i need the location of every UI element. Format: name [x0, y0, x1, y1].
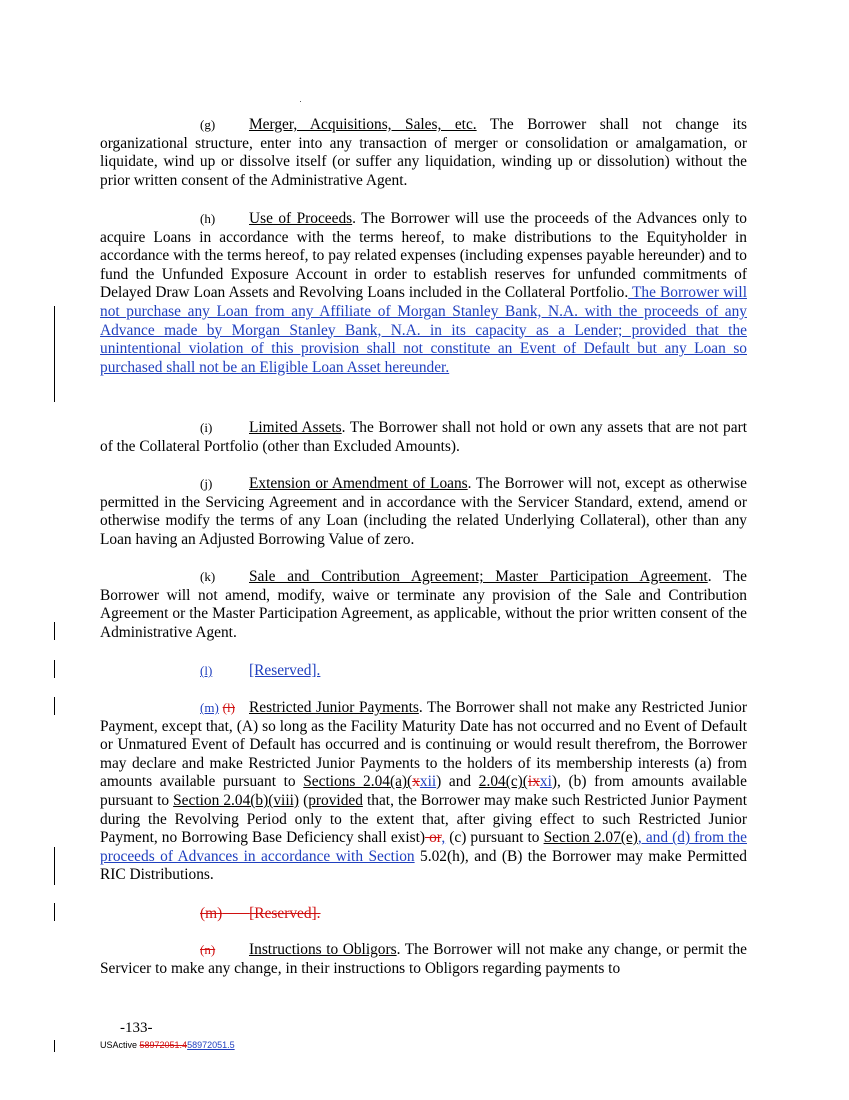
- label-l: (l): [200, 663, 213, 678]
- label-n: (n): [200, 942, 216, 957]
- ref-2-07-e: Section 2.07(e): [543, 829, 638, 847]
- doc-prefix: USActive: [100, 1040, 140, 1050]
- text-m-4: (: [299, 791, 309, 809]
- text-m-2: ) and: [436, 773, 479, 791]
- text-m-1: . The Borrower shall not make any Restricted Junior Payment, except that, (A) so long as the Facility Maturity Date has not occurred and no Event of Default or Unmatured Event of Default has occurred and is continuing or would result therefrom, the Borrower may declare and make Restricted Junior Payments to the holders of its membership interests (a) from amounts available pursuant to: [100, 699, 747, 791]
- label-m-old: (m): [200, 905, 223, 922]
- text-m-6: (c) pursuant to: [445, 829, 544, 847]
- inserted-ref1: xii: [419, 773, 437, 791]
- change-bar: [54, 903, 55, 921]
- inserted-tail: , and (d) from the proceeds of Advances in accordance with Section: [100, 829, 747, 865]
- page-number: -133-: [120, 1020, 153, 1036]
- section-j: [100, 475, 747, 549]
- text-m-old: [Reserved].: [249, 905, 321, 922]
- text-g: The Borrower shall not change its organizational structure, enter into any transaction of merger or consolidation or amalgamation, or liquidate, wind up or dissolve itself (or suffer any liquidation, winding up or dissolution) without the prior written consent of the Administrative Agent.: [100, 116, 747, 189]
- heading-j: Extension or Amendment of Loans: [249, 475, 468, 492]
- doc-inserted-id: 58972051.5: [187, 1040, 235, 1050]
- heading-g: Merger, Acquisitions, Sales, etc.: [249, 116, 477, 133]
- deleted-or: or: [425, 829, 442, 847]
- change-bar: [54, 697, 55, 715]
- label-m-deleted: (l): [222, 700, 235, 715]
- heading-h: Use of Proceeds: [249, 210, 353, 227]
- change-bar: [54, 622, 55, 640]
- label-h: (h): [200, 211, 216, 226]
- label-j: (j): [200, 476, 213, 491]
- section-m-old: [100, 905, 747, 924]
- deleted-ref2: ix: [527, 773, 540, 791]
- section-l: [100, 662, 747, 681]
- text-j: . The Borrower will not, except as otherwise permitted in the Servicing Agreement and in accordance with the Servicer Standard, extend, amend or otherwise modify the terms of any Loan (including the related Underlying Collateral), other than any Loan having an Adjusted Borrowing Value of zero.: [100, 475, 747, 548]
- text-n: . The Borrower will not make any change, or permit the Servicer to make any change, in their instructions to Obligors regarding payments to: [100, 941, 747, 977]
- text-l: [Reserved].: [249, 662, 321, 679]
- text-m-5: that, the Borrower may make such Restricted Junior Payment during the Revolving Period only to the extent that, after giving effect to such Restricted Junior Payment, no Borrowing Base Deficiency shall exist): [100, 791, 747, 847]
- label-i: (i): [200, 420, 213, 435]
- inserted-ref2: xi: [539, 773, 552, 791]
- label-m-inserted: (m): [200, 700, 219, 715]
- section-g: [100, 116, 747, 190]
- change-bar: [54, 1040, 55, 1052]
- text-i: . The Borrower shall not hold or own any assets that are not part of the Collateral Portfolio (other than Excluded Amounts).: [100, 419, 747, 455]
- change-bar: [54, 306, 55, 402]
- document-id: [100, 1040, 235, 1050]
- heading-k: Sale and Contribution Agreement; Master Participation Agreement: [249, 568, 708, 585]
- inserted-h: The Borrower will not purchase any Loan from any Affiliate of Morgan Stanley Bank, N.A. with the proceeds of any Advance made by Morgan Stanley Bank, N.A. in its capacity as a Lender; provided that the unintentional violation of this provision shall not constitute an Event of Default but any Loan so purchased shall not be an Eligible Loan Asset hereunder.: [100, 284, 747, 376]
- heading-n: Instructions to Obligors: [249, 941, 397, 958]
- heading-m: Restricted Junior Payments: [249, 699, 419, 716]
- change-bar: [54, 660, 55, 678]
- scan-mark: [300, 101, 301, 102]
- ref-2-04-a: Sections 2.04(a)(: [303, 773, 413, 791]
- inserted-comma: ,: [441, 829, 446, 847]
- section-h: [100, 210, 747, 377]
- text-m-3: ), (b) from amounts available pursuant to: [100, 773, 747, 809]
- text-m-7: 5.02(h), and (B) the Borrower may make Permitted RIC Distributions.: [100, 847, 747, 884]
- text-k: . The Borrower will not amend, modify, waive or terminate any provision of the Sale and Contribution Agreement or the Master Participation Agreement, as applicable, without the prior written consent of the Administrative Agent.: [100, 568, 747, 641]
- label-k: (k): [200, 569, 216, 584]
- ref-2-04-c: 2.04(c)(: [478, 773, 528, 791]
- section-n: [100, 941, 747, 978]
- ref-2-04-b: Section 2.04(b)(viii): [173, 791, 299, 809]
- change-bar: [54, 847, 55, 885]
- provided-term: provided: [308, 791, 363, 809]
- heading-i: Limited Assets: [249, 419, 342, 436]
- section-m: [100, 699, 747, 885]
- section-i: [100, 419, 747, 456]
- section-k: [100, 568, 747, 642]
- text-h: . The Borrower will use the proceeds of the Advances only to acquire Loans in accordance with the terms hereof, to make distributions to the Equityholder in accordance with the terms hereof, to pay related expenses (including expenses payable hereunder) and to fund the Unfunded Exposure Account in order to establish reserves for unfunded commitments of Delayed Draw Loan Assets and Revolving Loans included in the Collateral Portfolio.: [100, 210, 747, 302]
- doc-deleted-id: 58972051.4: [139, 1040, 188, 1050]
- deleted-ref1: x: [412, 773, 420, 791]
- label-g: (g): [200, 117, 216, 132]
